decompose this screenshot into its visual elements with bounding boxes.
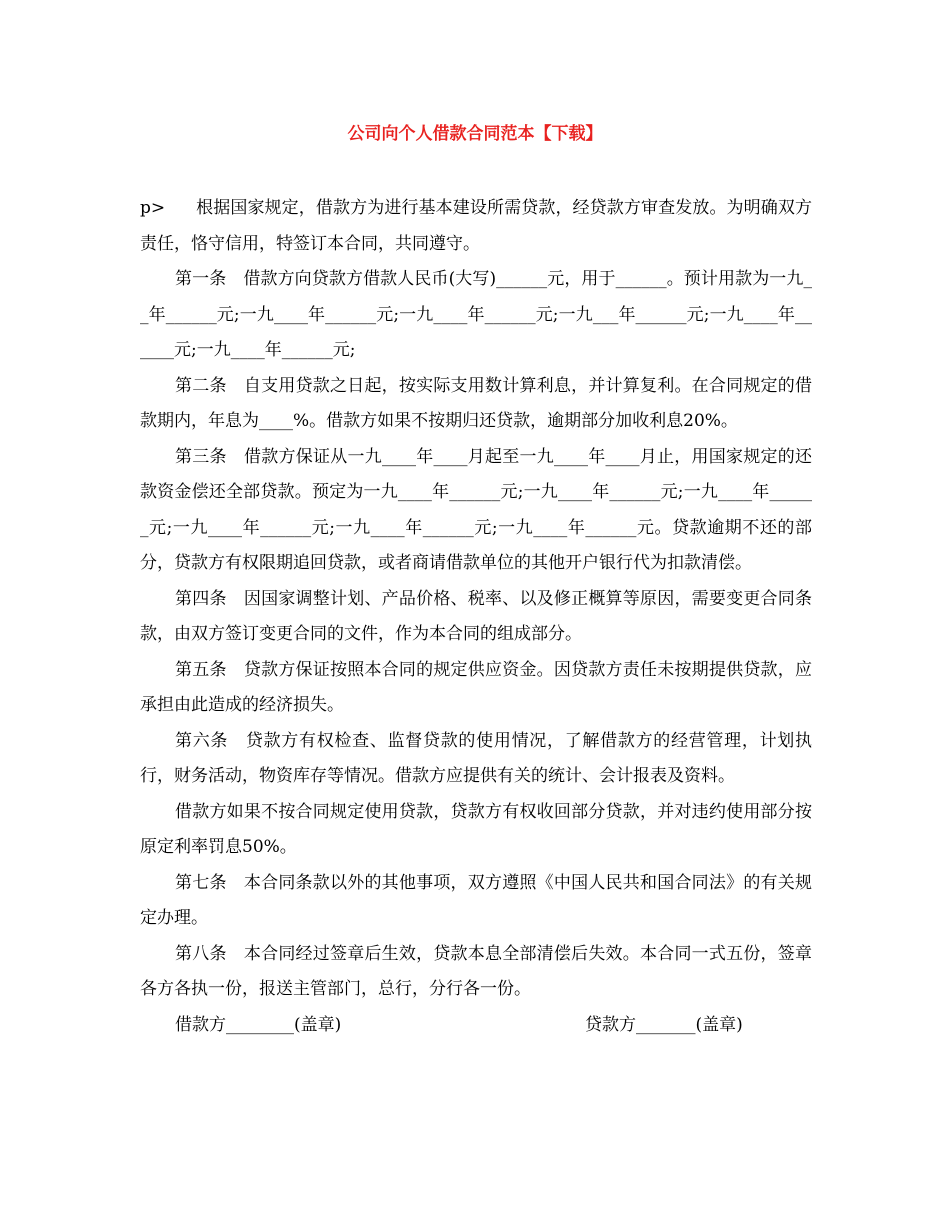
article-7-paragraph: 第七条 本合同条款以外的其他事项，双方遵照《中国人民共和国合同法》的有关规定办理。 — [140, 872, 812, 928]
article-6-paragraph: 第六条 贷款方有权检查、监督贷款的使用情况，了解借款方的经营管理，计划执行，财务活动，物资库存等情况。借款方应提供有关的统计、会计报表及资料。 — [140, 730, 812, 786]
intro-text: 根据国家规定，借款方为进行基本建设所需贷款，经贷款方审查发放。为明确双方责任，恪守信用，特签订本合同，共同遵守。 — [140, 198, 812, 254]
article-2-paragraph: 第二条 自支用贷款之日起，按实际支用数计算利息，并计算复利。在合同规定的借款期内，年息为____%。借款方如果不按期归还贷款，逾期部分加收利息20%。 — [140, 375, 812, 431]
article-1-paragraph: 第一条 借款方向贷款方借款人民币(大写)______元，用于______。预计用款为一九__年______元;一九____年______元;一九____年______元;一九___年______元;一九____年______元;一九____年______元; — [140, 269, 812, 360]
article-3-paragraph: 第三条 借款方保证从一九____年____月起至一九____年____月止，用国家规定的还款资金偿还全部贷款。预定为一九____年______元;一九____年______元;一九____年______元;一九____年______元;一九____年______元;一九____年______元。贷款逾期不还的部分，贷款方有权限期追回贷款，或者商请借款单位的其他开户银行代为扣款清偿。 — [140, 446, 812, 573]
article-6-supplement-paragraph: 借款方如果不按合同规定使用贷款，贷款方有权收回部分贷款，并对违约使用部分按原定利率罚息50%。 — [140, 801, 812, 857]
article-8-paragraph: 第八条 本合同经过签章后生效，贷款本息全部清偿后失效。本合同一式五份，签章各方各执一份，报送主管部门，总行，分行各一份。 — [140, 943, 812, 999]
signature-row — [140, 1008, 812, 1044]
intro-prefix: p> — [140, 198, 166, 218]
document-body — [140, 191, 812, 1044]
document-title: 公司向个人借款合同范本【下载】 — [347, 124, 603, 144]
article-5-paragraph: 第五条 贷款方保证按照本合同的规定供应资金。因贷款方责任未按期提供贷款，应承担由此造成的经济损失。 — [140, 659, 812, 715]
article-4-paragraph: 第四条 因国家调整计划、产品价格、税率、以及修正概算等原因，需要变更合同条款，由双方签订变更合同的文件，作为本合同的组成部分。 — [140, 588, 812, 644]
intro-paragraph — [140, 191, 812, 262]
lender-signature: 贷款方_______(盖章) — [585, 1014, 743, 1035]
borrower-signature: 借款方________(盖章) — [175, 1014, 342, 1035]
